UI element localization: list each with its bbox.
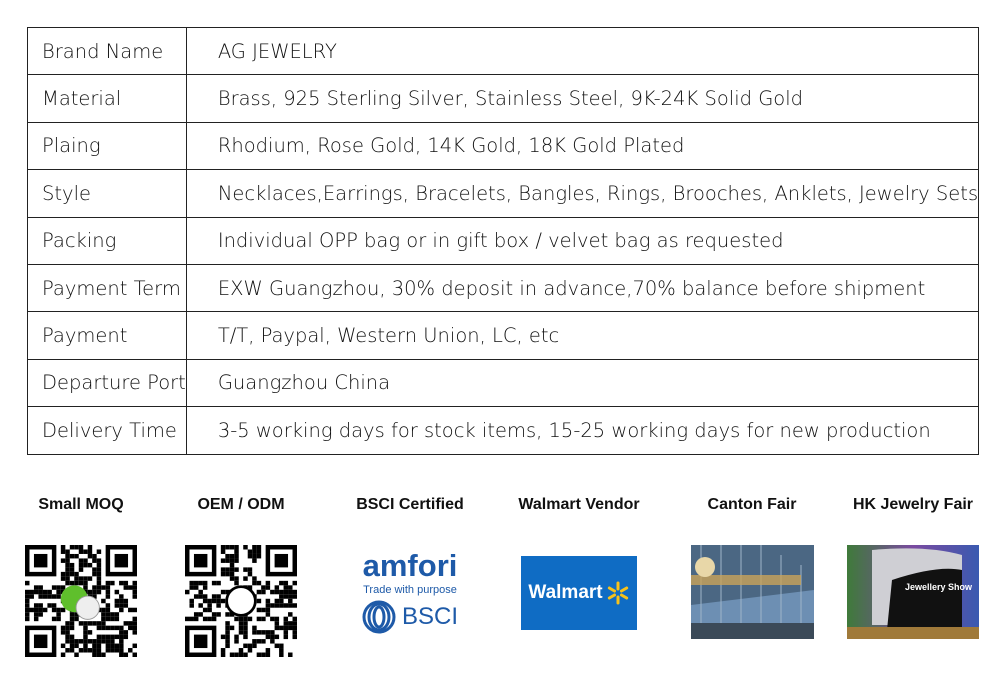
spec-table — [27, 27, 979, 455]
badge-canton-fair — [672, 496, 832, 643]
badge-small-moq — [1, 496, 161, 661]
spec-row — [28, 170, 979, 217]
spec-row — [28, 75, 979, 122]
spec-key: Brand Name — [28, 28, 187, 75]
svg-text:Jewellery Show: Jewellery Show — [905, 582, 973, 592]
spec-value: Guangzhou China — [186, 359, 978, 406]
badge-bsci — [330, 496, 490, 650]
badge-hk-jewelry-fair — [833, 496, 993, 643]
spec-value: Brass, 925 Sterling Silver, Stainless Steel, 9K-24K Solid Gold — [186, 75, 978, 122]
spec-value: EXW Guangzhou, 30% deposit in advance,70% balance before shipment — [186, 264, 978, 311]
badge-walmart — [499, 496, 659, 630]
spec-value: 3-5 working days for stock items, 15-25 working days for new production — [186, 407, 978, 454]
spec-key: Delivery Time — [28, 407, 187, 454]
wechat-qr-code-icon — [25, 545, 137, 657]
walmart-spark-icon — [606, 581, 630, 605]
spec-key: Payment — [28, 312, 187, 359]
spec-value: Individual OPP bag or in gift box / velvet bag as requested — [186, 217, 978, 264]
amfori-bsci-logo: amfori Trade with purpose BSCI — [355, 550, 465, 650]
spec-value: AG JEWELRY — [186, 28, 978, 75]
spec-row — [28, 359, 979, 406]
badge-oem-odm — [161, 496, 321, 661]
badge-label: OEM / ODM — [197, 496, 285, 513]
spec-key: Departure Port — [28, 359, 187, 406]
spec-row — [28, 264, 979, 311]
spec-value: Rhodium, Rose Gold, 14K Gold, 18K Gold Plated — [186, 122, 978, 169]
badge-label: HK Jewelry Fair — [852, 496, 974, 513]
badge-label: Small MOQ — [38, 496, 124, 513]
hk-jewellery-show-photo — [847, 545, 979, 639]
spec-row — [28, 122, 979, 169]
bsci-ring-icon — [362, 600, 396, 634]
spec-row — [28, 217, 979, 264]
spec-key: Plaing — [28, 122, 187, 169]
spec-key: Payment Term — [28, 264, 187, 311]
spec-value: T/T, Paypal, Western Union, LC, etc — [186, 312, 978, 359]
spec-key: Packing — [28, 217, 187, 264]
badge-label: BSCI Certified — [356, 496, 464, 513]
spec-key: Material — [28, 75, 187, 122]
spec-row — [28, 28, 979, 75]
spec-row — [28, 312, 979, 359]
badge-label: Canton Fair — [707, 496, 797, 513]
badge-label: Walmart Vendor — [518, 496, 640, 513]
walmart-logo: Walmart — [521, 556, 637, 630]
spec-value: Necklaces,Earrings, Bracelets, Bangles, Rings, Brooches, Anklets, Jewelry Sets — [186, 170, 978, 217]
canton-fair-photo — [691, 545, 814, 639]
spec-key: Style — [28, 170, 187, 217]
whatsapp-qr-code-icon — [185, 545, 297, 657]
spec-row — [28, 407, 979, 454]
